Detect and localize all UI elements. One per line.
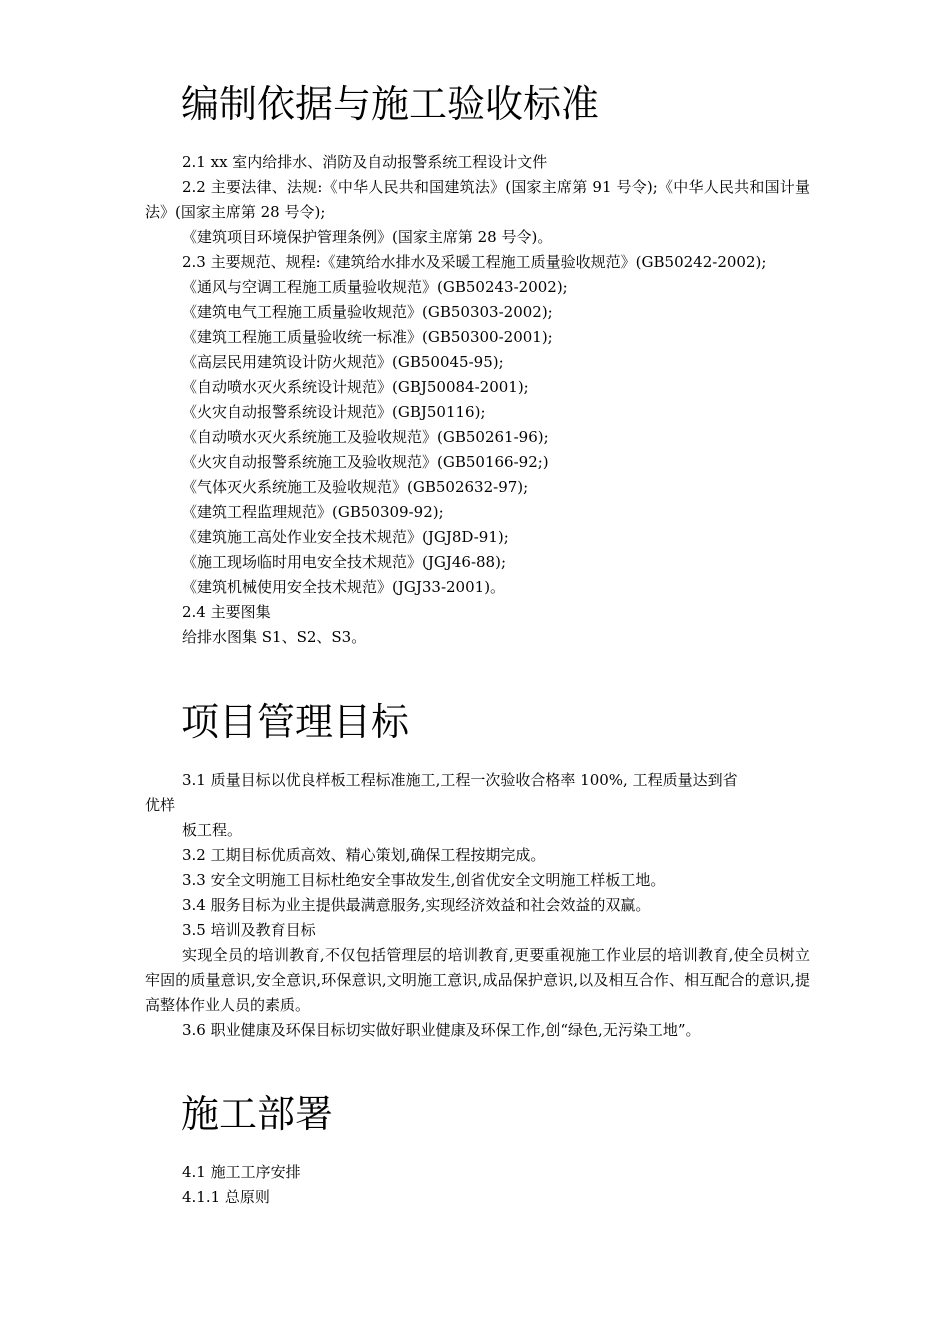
paragraph: 4.1 施工工序安排 [182, 1163, 301, 1181]
paragraph: 3.1 质量目标以优良样板工程标准施工,工程一次验收合格率 100%, 工程质量达到省 [182, 771, 738, 789]
paragraph: 3.5 培训及教育目标 [182, 921, 316, 939]
standard-item: 《高层民用建筑设计防火规范》(GB50045-95); [182, 353, 504, 371]
standard-item: 《气体灭火系统施工及验收规范》(GB502632-97); [182, 478, 529, 496]
standard-item: 《建筑工程监理规范》(GB50309-92); [182, 503, 444, 521]
standard-item: 《建筑机械使用安全技术规范》(JGJ33-2001)。 [182, 578, 506, 596]
standard-item: 《通风与空调工程施工质量验收规范》(GB50243-2002); [182, 278, 568, 296]
paragraph: 板工程。 [182, 821, 243, 839]
paragraph: 3.3 安全文明施工目标杜绝安全事故发生,创省优安全文明施工样板工地。 [182, 871, 666, 889]
standard-item: 《建筑工程施工质量验收统一标准》(GB50300-2001); [182, 328, 553, 346]
standard-item: 《建筑施工高处作业安全技术规范》(JGJ8D-91); [182, 528, 509, 546]
section-body-deployment [145, 1160, 810, 1210]
standard-item: 《自动喷水灭火系统施工及验收规范》(GB50261-96); [182, 428, 549, 446]
section-body-basis [145, 150, 810, 650]
section-heading-deployment: 施工部署 [181, 1092, 334, 1136]
paragraph: 2.4 主要图集 [182, 603, 271, 621]
paragraph: 《建筑项目环境保护管理条例》(国家主席第 28 号令)。 [182, 228, 553, 246]
paragraph: 给排水图集 S1、S2、S3。 [182, 628, 367, 646]
section-heading-basis: 编制依据与施工验收标准 [181, 82, 600, 126]
paragraph: 优样 [145, 796, 176, 814]
paragraph: 2.3 主要规范、规程:《建筑给水排水及采暖工程施工质量验收规范》(GB50242-2002); [182, 253, 767, 271]
paragraph: 2.1 xx 室内给排水、消防及自动报警系统工程设计文件 [182, 153, 548, 171]
standard-item: 《自动喷水灭火系统设计规范》(GBJ50084-2001); [182, 378, 529, 396]
paragraph: 3.6 职业健康及环保目标切实做好职业健康及环保工作,创“绿色,无污染工地”。 [182, 1021, 701, 1039]
standard-item: 《火灾自动报警系统施工及验收规范》(GB50166-92;) [182, 453, 549, 471]
paragraph: 3.4 服务目标为业主提供最满意服务,实现经济效益和社会效益的双赢。 [182, 896, 651, 914]
standard-item: 《建筑电气工程施工质量验收规范》(GB50303-2002); [182, 303, 553, 321]
section-body-goals [145, 768, 810, 1043]
paragraph: 2.2 主要法律、法规:《中华人民共和国建筑法》(国家主席第 91 号令);《中华人民共和国计量法》(国家主席第 28 号令); [145, 178, 810, 221]
section-heading-goals: 项目管理目标 [181, 700, 410, 744]
standard-item: 《火灾自动报警系统设计规范》(GBJ50116); [182, 403, 486, 421]
paragraph: 3.2 工期目标优质高效、精心策划,确保工程按期完成。 [182, 846, 546, 864]
paragraph: 4.1.1 总原则 [182, 1188, 270, 1206]
standard-item: 《施工现场临时用电安全技术规范》(JGJ46-88); [182, 553, 507, 571]
paragraph: 实现全员的培训教育,不仅包括管理层的培训教育,更要重视施工作业层的培训教育,使全员树立牢固的质量意识,安全意识,环保意识,文明施工意识,成品保护意识,以及相互合作、相互配合的意识,提高整体作业人员的素质。 [145, 946, 810, 1014]
